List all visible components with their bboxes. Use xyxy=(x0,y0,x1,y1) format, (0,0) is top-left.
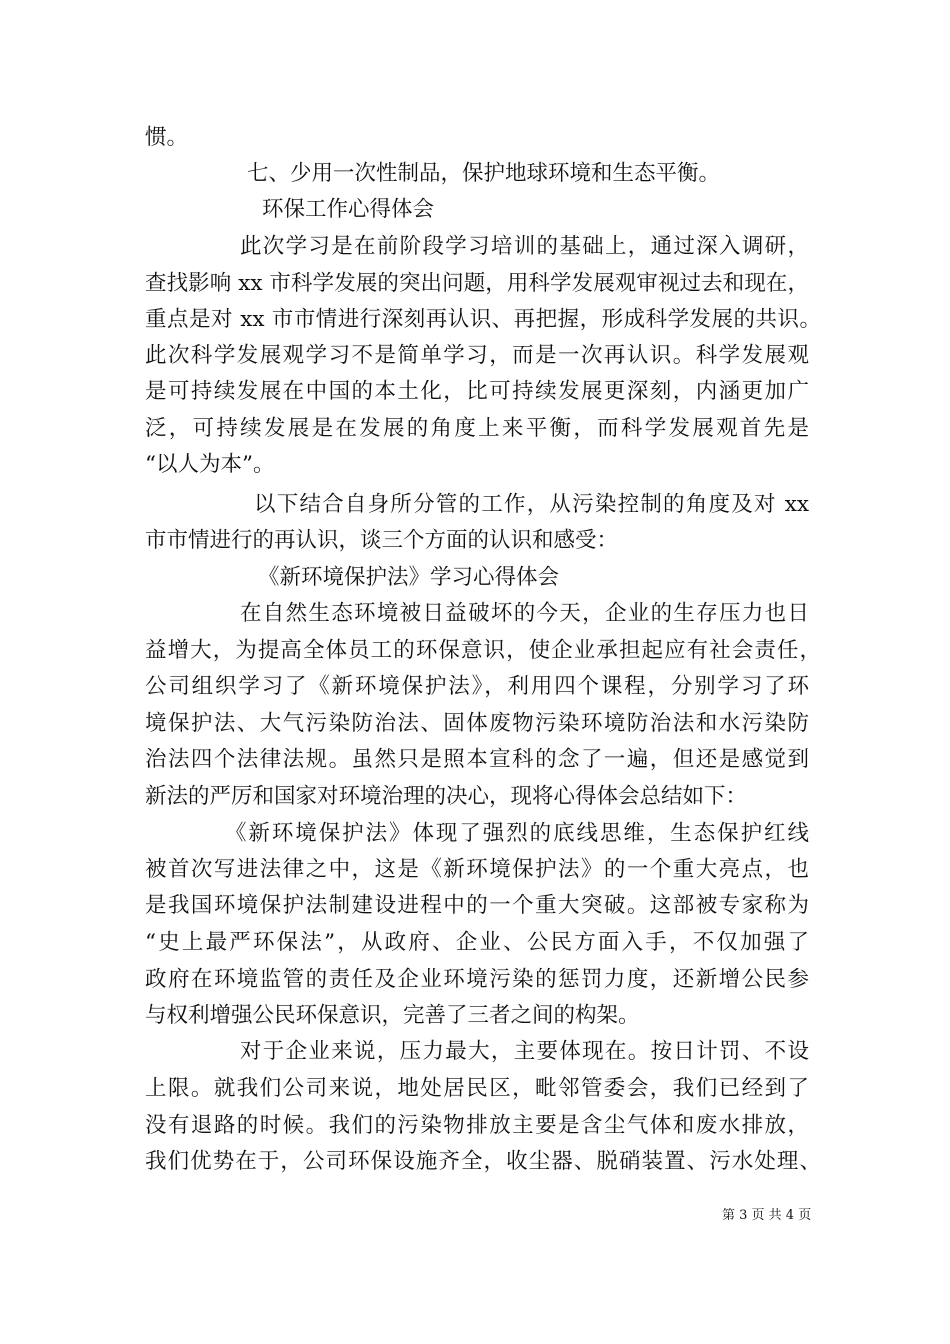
text-line: 公司组织学习了《新环境保护法》，利用四个课程，分别学习了环 xyxy=(145,674,809,699)
text-line: 新法的严厉和国家对环境治理的决心，现将心得体会总结如下： xyxy=(145,784,748,809)
list-item-heading: 七、少用一次性制品，保护地球环境和生态平衡。 xyxy=(247,161,721,186)
text-line: 与权利增强公民环保意识，完善了三者之间的构架。 xyxy=(145,1003,640,1028)
text-line: 没有退路的时候。我们的污染物排放主要是含尘气体和废水排放， xyxy=(145,1113,809,1138)
text-line: 是我国环境保护法制建设进程中的一个重大突破。这部被专家称为 xyxy=(145,893,809,918)
text-line: 上限。就我们公司来说，地处居民区，毗邻管委会，我们已经到了 xyxy=(145,1076,809,1101)
section-title: 环保工作心得体会 xyxy=(262,197,435,222)
text-line: 此次科学发展观学习不是简单学习，而是一次再认识。科学发展观 xyxy=(145,343,809,368)
text-line: 被首次写进法律之中，这是《新环境保护法》的一个重大亮点，也 xyxy=(145,857,809,882)
section-title: 《新环境保护法》学习心得体会 xyxy=(258,565,560,590)
page-number-footer: 第 3 页 共 4 页 xyxy=(722,1208,812,1223)
text-line: 治法四个法律法规。虽然只是照本宣科的念了一遍，但还是感觉到 xyxy=(145,747,809,772)
text-line: 我们优势在于，公司环保设施齐全，收尘器、脱硝装置、污水处理、 xyxy=(145,1149,821,1174)
text-line: 泛，可持续发展是在发展的角度上来平衡，而科学发展观首先是 xyxy=(145,416,809,441)
text-line: “以人为本”。 xyxy=(145,452,275,477)
text-line: “史上最严环保法”，从政府、企业、公民方面入手，不仅加强了 xyxy=(145,930,809,955)
text-line: 惯。 xyxy=(145,125,189,150)
text-line: 是可持续发展在中国的本土化，比可持续发展更深刻，内涵更加广 xyxy=(145,379,809,404)
text-line: 市市情进行的再认识，谈三个方面的认识和感受： xyxy=(145,528,619,553)
text-line: 查找影响 xx 市科学发展的突出问题，用科学发展观审视过去和现在， xyxy=(145,271,809,296)
text-line: 在自然生态环境被日益破坏的今天，企业的生存压力也日 xyxy=(240,601,809,626)
text-line: 以下结合自身所分管的工作，从污染控制的角度及对 xx xyxy=(254,492,809,517)
text-line: 此次学习是在前阶段学习培训的基础上，通过深入调研， xyxy=(240,234,809,259)
text-line: 《新环境保护法》体现了强烈的底线思维，生态保护红线 xyxy=(225,821,809,846)
text-line: 政府在环境监管的责任及企业环境污染的惩罚力度，还新增公民参 xyxy=(145,967,809,992)
text-line: 重点是对 xx 市市情进行深刻再认识、再把握，形成科学发展的共识。 xyxy=(145,307,821,332)
text-line: 益增大，为提高全体员工的环保意识，使企业承担起应有社会责任， xyxy=(145,638,821,663)
text-line: 对于企业来说，压力最大，主要体现在。按日计罚、不设 xyxy=(240,1039,809,1064)
text-line: 境保护法、大气污染防治法、固体废物污染环境防治法和水污染防 xyxy=(145,711,809,736)
